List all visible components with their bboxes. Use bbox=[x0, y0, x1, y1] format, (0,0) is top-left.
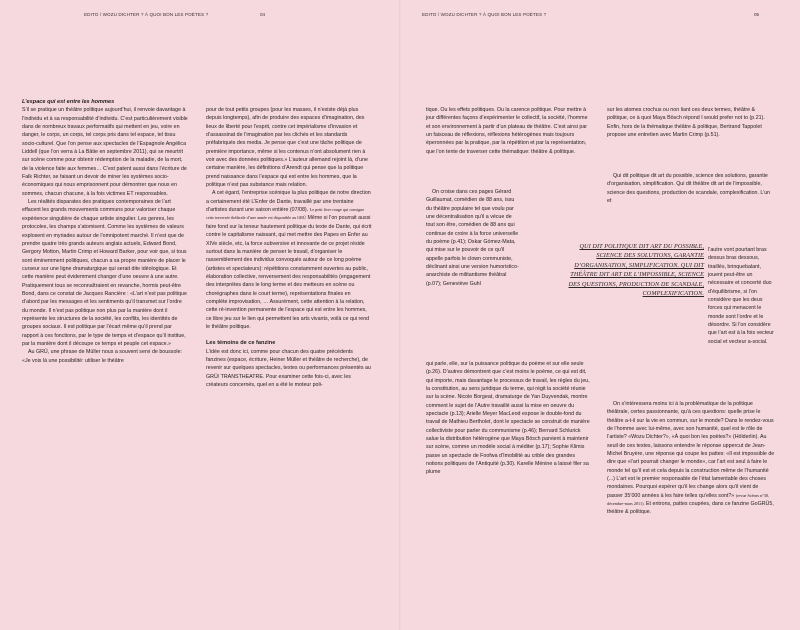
paragraph: l’autre vont pourtant bras dessus bras dessous, tiraillés, brinquebalant, jouent peut-être un nécessaire et concerté duo d’équilibrisme, si l’on considère que les deux forces qui menacent le monde sont l’ordre et le désordre. Si l’on considère que l’art est à la fois vecteur social et vecteur a-social. bbox=[708, 247, 774, 345]
pull-quote-line: QUI DIT POLITIQUE DIT ART DU POSSIBLE, bbox=[579, 243, 704, 250]
column-4-mid bbox=[607, 172, 775, 205]
paragraph: Qui dit politique dit art du possible, science des solutions, garantie d’organisation, simplification. Qui dit théâtre dit art de l’impossible, science des questions, production de scandale, complexification. L’un et bbox=[607, 173, 771, 205]
paragraph bbox=[206, 189, 372, 331]
column-2 bbox=[206, 106, 372, 389]
paragraph: L’idée est donc ici, comme pour chacun des quatre précédents fanzines (espace, écriture, Heiner Müller et théâtre de recherche), de revenir sur quelques spectacles, textes ou performances présentés au GRÜ/ TRANSTHEATRE. Pour examiner cette fois-ci, avec les créateurs concernés, quel en a été le moteur poli- bbox=[206, 348, 371, 388]
column-1 bbox=[22, 98, 188, 365]
paragraph: pour de tout petits groupes (pour les masses, il n’existe déjà plus depuis longtemps), afin de produire des espaces d’imagination, des lieux de liberté pour l’esprit, contre cet impérialisme d’invasion et d’assassinat de l’imagination par les clichés et les standards préfabriqués des media. Je pense que c’est une tâche politique de première importance, même si les contenus n’ont absolument rien à voir avec des données politiques.» L’auteur allemand rejoint là, d’une certaine manière, les définitions d’Arendt qui pense que la politique prend naissance dans l’espace qui est entre les hommes, que la politique n’est pas substance mais relation. bbox=[206, 107, 368, 189]
paragraph: sur les atomes crochus ou non liant ces deux termes, théâtre & politique, ce à quoi Maya Bösch répond I would prefer not to (p.21). Enfin, hors de la thématique théâtre & politique, Bertrand Tappolet propose une entretien avec Martin Crimp (p.51). bbox=[607, 107, 765, 139]
column-3-top bbox=[426, 106, 592, 156]
paragraph: S’il se pratique un théâtre politique aujourd’hui, il renvoie davantage à l’individu et à sa responsabilité d’individu. C’est particulièrement visible dans de nombreux travaux performatifs qui mettent en jeu, voire en danger, le corps, un corps, tel corps pris dans tel espace, tel tissu socio-culturel. Que l’on pense aux spectacles de l’Espagnole Angélica Liddell (que l’on verra à La Bâtie en septembre 2011), qui se meurtrit sur scène comme pour obtenir rédemption de la maladie, de la mort, de la violence faite aux femmes… C’est patent aussi dans l’écriture de Falk Richter, se faisant un devoir de miner les systèmes socio-économiques qui nous emprisonnent pour démontrer que nous en sommes, chacun chacune, à la fois victimes ET responsables. bbox=[22, 107, 188, 197]
paragraph: On croise dans ces pages Gérard Guillaumat, comédien de 88 ans, issu du théâtre populaire tel que voulu par une décentralisation qu’il a vécue de tout son être, comédien de 88 ans qui continue de croire à la force universelle du poème (p.41); Oskar Gómez-Mata, qui mise sur le pouvoir de ce qu’il appelle parfois le clown communiste, déclinant ainsi une version humoristico-anarchiste de militantisme théâtral (p.07); Geneviève Guhl bbox=[426, 189, 519, 287]
section-heading: Les témoins de ce fanzine bbox=[206, 340, 276, 347]
paragraph-text: On s’intéressera moins ici à la problématique de la politique théâtrale, certes passionnante, qu’à ces questions: quelle prise le théâtre a-t-il sur la vie en commun, sur le monde? Dans le rendez-vous de l’homme avec lui-même, avec son humanité, quel est le rôle de l’artiste? «Wozu Dichter?», «À quoi bon les poètes?» (Hölderlin). Au seuil de ces textes, laissons entendre le réponse uppercut de Jean-Michel Bruyère, une réponse qui coupe les pattes: «Il est impossible de dire que «l’art pourrait changer le monde», car l’art est seul à faire le monde tel qu’il est et cela depuis la construction même de l’humanité (...) L’art est le premier responsable de l’état lamentable des choses mondaines. Pourquoi espérer qu’il les change alors qu’il vient de passer 35’000 années à les faire telles qu’elles sont?» bbox=[607, 401, 775, 499]
paragraph bbox=[607, 400, 775, 517]
running-head: EDITO / WOZU DICHTER ? À QUOI BON LES POÈTES ? bbox=[422, 12, 547, 17]
page-number: 05 bbox=[754, 12, 760, 17]
column-4-top bbox=[607, 106, 775, 139]
citation-note: (revue Scènes n°30, décembre-mars 2011). bbox=[607, 492, 770, 507]
paragraph-text: Même si l’on pourrait aussi faire fond sur la teneur hautement politique du texte de Dante, qui écrit contre le capitalisme naissant, qui met mettre des Papes en Enfer au XIVe siècle, etc, la force subversive et innovante de ce projet réside surtout dans la manière de penser le travail, d’organiser le rassemblement des individus convoqués autour de ce long poème (artistes et spectateurs): répétitions constamment ouvertes au public, élaboration collective, renversement des responsabilités (engagement des interprètes dans le long terme et des metteurs en scène ou chorégraphes dans le court terme), représentations finales en complète improvisation, … Assurément, cette attention à la relation, cette ré-invention permanente de l’espace qui est entre les hommes, ce libre jeu sur le lien qui permettent les arts vivants, voilà ce qui rend le théâtre politique. bbox=[206, 215, 372, 330]
footnote: Le petit livre rouge qui consigne cette traversée théâtrale d’une année est disponible au GRÜ bbox=[206, 207, 365, 221]
column-4-wrap bbox=[708, 246, 776, 346]
paragraph: Les réalités disparates des pratiques contemporaines de l’art effacent les grands mouvements communs pour valoriser chaque expérience singulière de chaque artiste singulier. Les genres, les protocoles, les champs s’atomisent. Comme les systèmes de valeurs explosent en myriades autour de l’omnipotent marché. Il n’est que de prendre quatre très grands auteurs anglais actuels, Edward Bond, Gergory Motton, Martin Crimp et Howard Barker, pour voir que, si tous sont éminemment politiques, chacun a sa propre manière de placer le curseur sur une ligne dramaturgique qui serait dite idéologique. Et cette manière peut évidemment changer d’une oeuvre à une autre. Pratiquement tous se reconnaîtraient en revanche, hormis peut-être Bond, dans ce constat de Jacques Rancière : «L’art n’est pas politique d’abord par les messages et les sentiments qu’il transmet sur l’ordre du monde. Il n’est pas politique non plus par la manière dont il représente les structures de la société, les conflits, les identités de groupes sociaux. Il est politique par l’écart même qu’il prend par rapport à ces fonctions, par le type de temps et d’espace qu’il institue, par la manière dont il découpe ce temps et peuple cet espace.» bbox=[22, 199, 187, 347]
paragraph: qui parle, elle, sur la puissance politique du poème et sur elle seule (p.26). D’autres démontrent que c’est moins le poème, ce qui est dit, qui importe, mais davantage le processus de travail, les règles du jeu, la constitution, au sens juridique du terme, qui régit la société réunie sur la scène. Nicole Borgeat, dramaturge de Yan Duyvendak, montre comment le sujet de l’Autre travaillé aussi la mise en oeuvre du spectacle (p.13); Arielle Meyer MacLeod expose le double-fond du travail de Mathieu Bertholet, dont le spectacle se construit de manière collectiviste pour parler du communisme (p.46); Bernard Schlurick salue la distribution hétérogène que Maya Bösch parvient à maintenir sur scène, comme un modèle social à méditer (p.17); Sophie Klimis passe un spectacle de Foofwa d’Imobilité au crible des grandes notions politiques de l’Antiquité (p.30). Karelle Ménine a laissé filer sa plume bbox=[426, 361, 590, 476]
paragraph: Au GRÜ, une phrase de Müller nous a souvent servi de boussole: «Je vois là une possibilité: utiliser le théâtre bbox=[22, 349, 182, 364]
pull-quote-line: THÉÂTRE DIT ART DE L’IMPOSSIBLE, SCIENCE bbox=[570, 271, 704, 279]
column-3-bottom bbox=[426, 360, 592, 477]
section-heading: L’espace qui est entre les hommes bbox=[22, 99, 115, 105]
column-3-wrap bbox=[426, 188, 520, 288]
paragraph-text: Et entrons, pattes coupées, dans ce fanzine GoGRÜ5, théâtre & politique. bbox=[607, 501, 774, 516]
pull-quote-line: D’ORGANISATION, SIMPLIFICATION. QUI DIT bbox=[574, 261, 704, 269]
pull-quote-line: COMPLEXIFICATION. bbox=[642, 290, 704, 298]
paragraph-text: A cet égard, l’entreprise scénique la plus politique de notre direction a certainement été L’Enfer de Dante, travaillé par une trentaine d’artistes durant une saison entière (07/08). bbox=[206, 190, 371, 214]
pull-quote-line: DES QUESTIONS, PRODUCTION DE SCANDALE, bbox=[568, 280, 704, 288]
paragraph: tique. Ou les effets politiques. Ou la carence politique. Pour mettre à jour différentes façons d’expérimenter le collectif, la société, l’homme et son environnement à partir d’un plateau de théâtre. C’est ainsi par un faisceau de réflexions, réflexions hétérogènes mais toujours éperonnées par la pratique, par la répétition et par la représentation, que l’on tente de traverser cette thématique: théâtre & politique. bbox=[426, 107, 588, 155]
pull-quote bbox=[520, 242, 704, 298]
page-number: 04 bbox=[260, 12, 266, 17]
column-4-bottom bbox=[607, 400, 775, 517]
running-head: EDITO / WOZU DICHTER ? À QUOI BON LES POÈTES ? bbox=[84, 12, 209, 17]
pull-quote-line: SCIENCE DES SOLUTIONS, GARANTIE bbox=[596, 252, 704, 260]
right-page bbox=[400, 0, 800, 630]
